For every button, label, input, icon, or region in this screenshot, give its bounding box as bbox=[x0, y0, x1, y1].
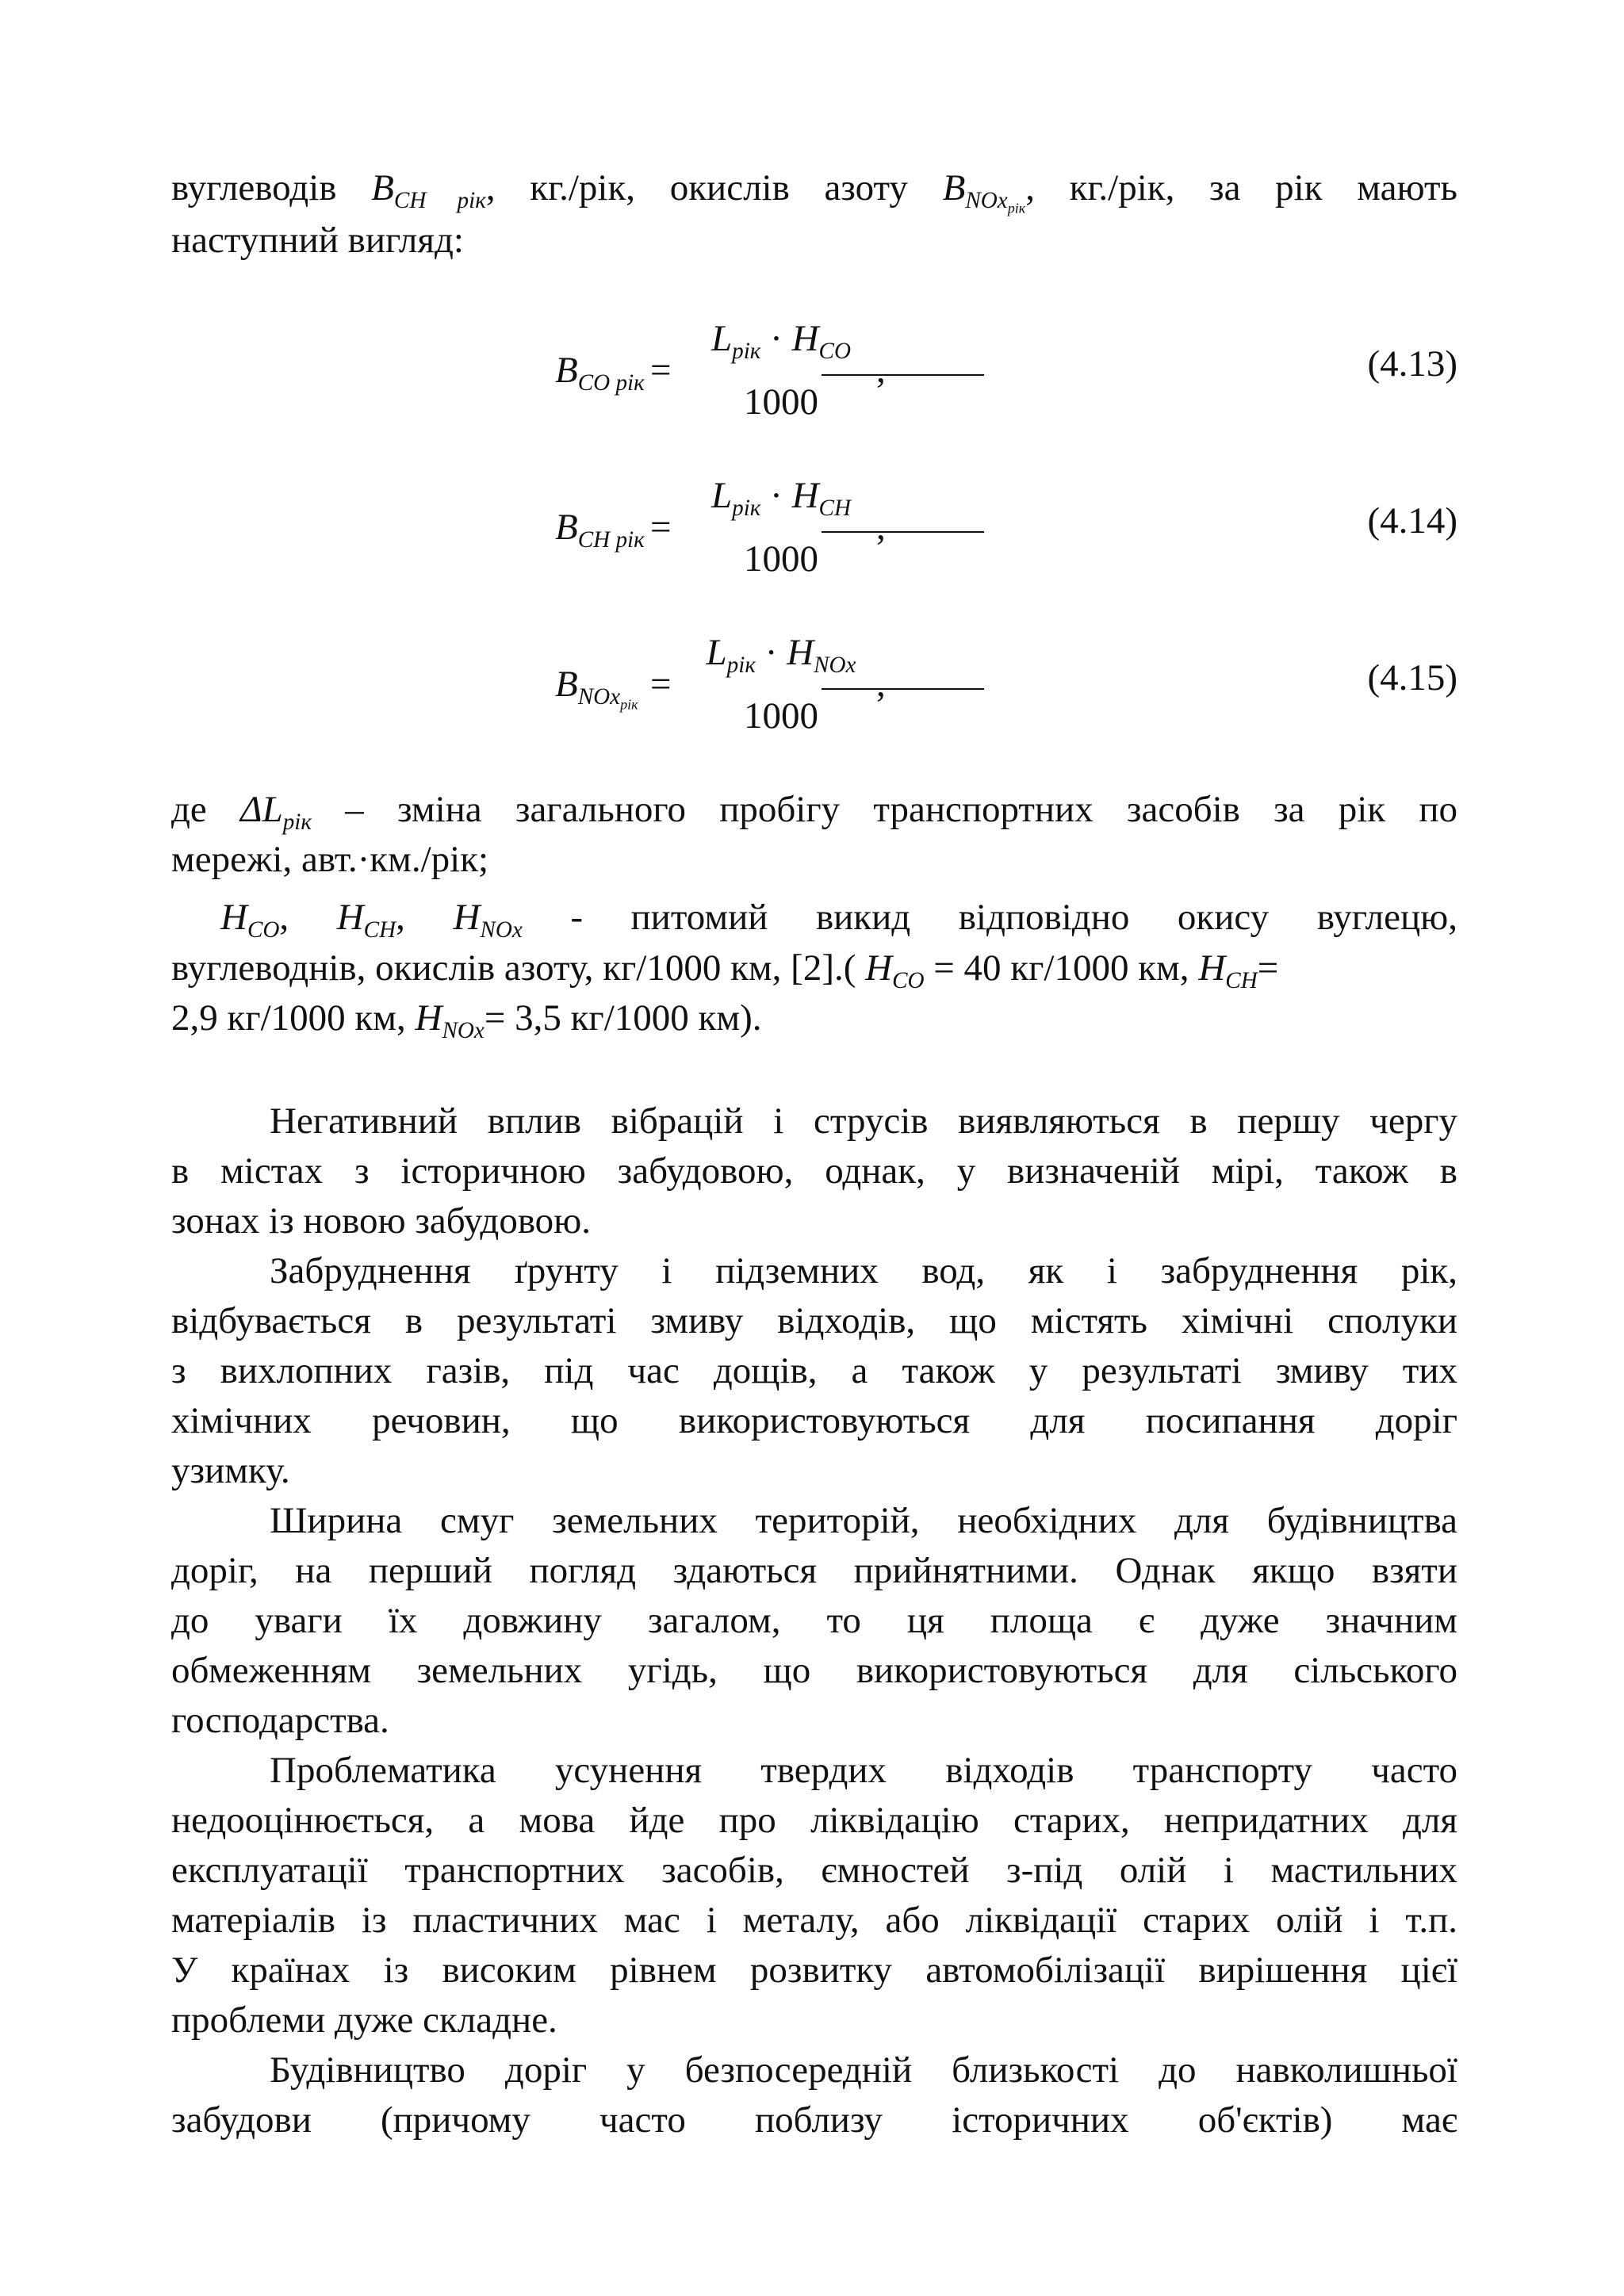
fraction-bar bbox=[822, 688, 984, 690]
where-line-2: мережі, авт.·км./рік; bbox=[171, 839, 489, 880]
fraction-denominator: 1000 bbox=[744, 381, 818, 423]
paragraph-soil-pollution: Забруднення ґрунту і підземних вод, як і забруднення рік, відбувається в результаті змиву відходів, що містять хімічні сполуки з вихлопних газів, під час дощів, а також у результаті змиву тих хімічних речовин, що використовуються для посипання доріг узимку. bbox=[171, 1250, 1457, 1491]
equation-lhs: $B_{NOx_{рік}}$ bbox=[555, 664, 638, 713]
paragraph-solid-waste: Проблематика усунення твердих відходів транспорту часто недооцінюється, а мова йде про ліквідацію старих, непридатних для експлуатації транспортних засобів, ємностей з-під олій і мастильних матеріалів із пластичних мас і металу, або ліквідації старих олій і т.п. У країнах із високим рівнем розвитку автомобілізації вирішення цієї проблеми дуже складне. bbox=[171, 1750, 1457, 2041]
fraction-numerator: $L_{рік} \cdot H_{NOx}$ bbox=[706, 632, 856, 679]
intro-line-2: наступний вигляд: bbox=[171, 220, 464, 261]
where-line-4: вуглеводнів, окислів азоту, кг/1000 км, [2].( $H_{CO} = 40$ кг/1000 км, $H_{CH}=$ bbox=[171, 947, 1279, 994]
intro-line-1: вуглеводів $B_{CH рік}$, кг./рік, окислів азоту $B_{NOx_{рік}}$, кг./рік, за рік мають bbox=[171, 167, 1457, 216]
where-line-3: $H_{CO}$, $H_{CH}$, $H_{NOx}$ - питомий викид відповідно окису вуглецю, bbox=[220, 897, 1457, 943]
fraction-bar bbox=[822, 531, 984, 533]
fraction-numerator: $L_{рік} \cdot H_{CH}$ bbox=[711, 475, 851, 522]
equation-number: (4.15) bbox=[1367, 657, 1457, 698]
where-line-5: 2,9 кг/1000 км, $H_{NOx}= 3,5$ кг/1000 км). bbox=[171, 997, 762, 1044]
equation-number: (4.13) bbox=[1367, 343, 1457, 385]
fraction-numerator: $L_{рік} \cdot H_{CO}$ bbox=[711, 318, 851, 365]
paragraph-land-strips: Ширина смуг земельних територій, необхідних для будівництва доріг, на перший погляд здаються прийнятними. Однак якщо взяти до уваги їх довжину загалом, то ця площа є дуже значним обмеженням земельних угідь, що використовуються для сільського господарства. bbox=[171, 1500, 1457, 1741]
equation-lhs: $B_{CO рік}$ bbox=[555, 350, 645, 396]
fraction-denominator: 1000 bbox=[744, 695, 818, 737]
equation-4-14: $B_{CH рік}$ = $L_{рік} \cdot H_{CH}$ 1000 , (4.14) bbox=[555, 475, 1457, 580]
equation-4-13: $B_{CO рік}$ = $L_{рік} \cdot H_{CO}$ 1000 , (4.13) bbox=[555, 318, 1457, 423]
paragraph-vibrations: Негативний вплив вібрацій і струсів виявляються в першу чергу в містах з історичною забудовою, однак, у визначеній мірі, також в зонах із новою забудовою. bbox=[171, 1100, 1457, 1242]
equation-4-15: $B_{NOx_{рік}}$ = $L_{рік} \cdot H_{NOx}$ 1000 , (4.15) bbox=[555, 632, 1457, 737]
fraction-denominator: 1000 bbox=[744, 538, 818, 580]
equation-lhs: $B_{CH рік}$ bbox=[555, 507, 645, 553]
paragraph-road-construction: Будівництво доріг у безпосередній близькості до навколишньої забудови (причому часто поблизу історичних об'єктів) має bbox=[171, 2049, 1457, 2141]
where-line-1: де $\Delta L_{рік}$ – зміна загального пробігу транспортних засобів за рік по bbox=[171, 789, 1457, 836]
fraction-bar bbox=[822, 374, 984, 376]
equation-number: (4.14) bbox=[1367, 500, 1457, 541]
